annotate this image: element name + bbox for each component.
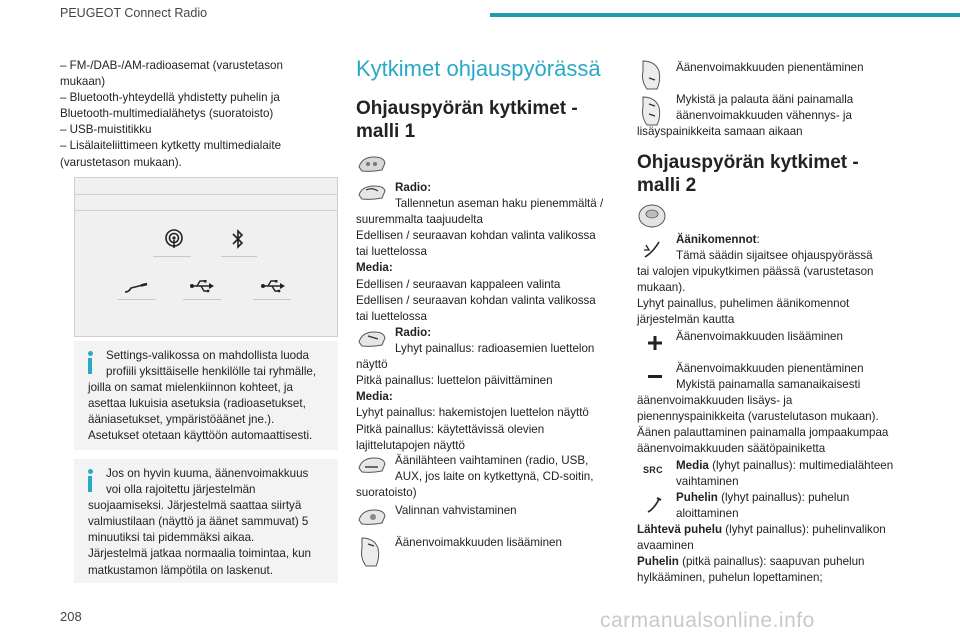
text-line: Edellisen / seuraavan kappaleen valinta <box>356 277 561 291</box>
icon-underline <box>183 299 221 300</box>
label-media: Media: <box>356 390 393 404</box>
text-line: järjestelmän kautta <box>637 313 735 327</box>
icon-underline <box>153 256 191 257</box>
text-line: pienennyspainikkeita (varustelutason mukaan). <box>637 410 879 424</box>
list-line: mukaan) <box>60 75 106 89</box>
label-outgoing: Lähtevä puhelu <box>637 523 723 537</box>
note-line: asettaa lukuisia asetuksia (radioasetukset, <box>88 397 306 411</box>
text-span: (pitkä painallus): saapuvan puhelun <box>678 555 865 569</box>
text-line <box>637 554 886 570</box>
running-header: PEUGEOT Connect Radio <box>60 6 208 20</box>
note-line: joilla on samat mielenkiinnon kohteet, ja <box>88 381 293 395</box>
text-line <box>637 490 886 506</box>
heading-line: Ohjauspyörän kytkimet - <box>637 152 859 173</box>
label-voice: Äänikomennot <box>676 233 757 246</box>
phone-block <box>637 490 886 587</box>
note-line: Jos on hyvin kuuma, äänenvoimakkuus <box>106 467 309 480</box>
page-number: 208 <box>60 609 82 624</box>
text-line: aloittaminen <box>676 507 739 521</box>
list-line: – FM-/DAB-/AM-radioasemat (varustetason <box>60 59 283 72</box>
label-phone: Puhelin <box>676 491 718 504</box>
text-line: avaaminen <box>637 539 694 553</box>
model1-block-1 <box>356 180 603 325</box>
text-line: Edellisen / seuraavan kohdan valinta valikossa <box>356 229 596 243</box>
mute-text <box>637 92 853 140</box>
figure-second-bar <box>75 194 337 211</box>
confirm-text: Valinnan vahvistaminen <box>395 504 517 517</box>
text-span: (lyhyt painallus): puhelinvalikon <box>722 523 886 537</box>
section-title: Kytkimet ohjauspyörässä <box>356 56 601 81</box>
list-line: – Bluetooth-yhteydellä yhdistetty puhelin ja <box>60 91 280 105</box>
text-line: Lyhyt painallus: radioasemien luettelon <box>395 342 595 356</box>
colon: : <box>756 233 760 246</box>
note-line: matkustamon lämpötila on laskenut. <box>88 563 273 577</box>
text-span: (lyhyt painallus): multimedialähteen <box>708 459 894 472</box>
heading-line: malli 1 <box>356 121 416 142</box>
heading-model-1 <box>356 97 578 143</box>
figure-top-bar <box>75 178 337 195</box>
text-line: Mykistä ja palauta ääni painamalla <box>676 93 854 106</box>
text-line: Mykistä painamalla samanaikaisesti <box>676 378 861 392</box>
text-line: lisäyspainikkeita samaan aikaan <box>637 125 803 139</box>
text-line: Lyhyt painallus: hakemistojen luettelon näyttö <box>356 406 589 420</box>
note-line: Asetukset otetaan käyttöön automaattisesti. <box>88 429 313 443</box>
confirm-wheel-button-icon <box>356 505 388 529</box>
volume-down-text: Äänenvoimakkuuden pienentäminen <box>676 61 864 74</box>
text-line: äänenvoimakkuuden vähennys- ja <box>676 109 852 123</box>
text-line: Tämä säädin sijaitsee ohjauspyörässä <box>676 249 873 263</box>
bluetooth-icon <box>230 229 246 249</box>
model1-block-2 <box>356 325 594 454</box>
text-line: Äänen palauttaminen painamalla jompaakumpaa <box>637 426 889 440</box>
radio-icon <box>163 228 185 250</box>
volume-down-wheel-icon <box>637 58 665 92</box>
text-line: näyttö <box>356 358 388 372</box>
voice-command-block <box>637 232 874 329</box>
usb-icon <box>260 279 286 293</box>
plus-text: Äänenvoimakkuuden lisääminen <box>676 330 843 343</box>
note-line: minuutiksi tai pidemmäksi aikaa. <box>88 531 255 545</box>
list-line: – USB-muistitikku <box>60 123 152 137</box>
connection-sources-figure <box>74 177 338 337</box>
usb-icon <box>189 279 215 293</box>
text-line: AUX, jos laite on kytkettynä, CD-soitin, <box>395 470 594 484</box>
text-line: hylkääminen, puhelun lopettaminen; <box>637 571 823 585</box>
icon-underline <box>221 256 257 257</box>
label-media: Media <box>676 459 709 472</box>
minus-block <box>637 361 888 458</box>
text-line: lajittelutapojen näyttö <box>356 438 465 452</box>
plus-icon <box>648 336 662 350</box>
text-line <box>637 522 886 538</box>
steering-controls-icon <box>356 153 388 175</box>
info-note-profiles <box>74 341 338 450</box>
text-line: Edellisen / seuraavan kohdan valinta valikossa <box>356 293 596 307</box>
text-span: (lyhyt painallus): puhelun <box>717 491 850 504</box>
aux-cable-icon <box>123 279 149 295</box>
list-line: – Lisälaiteliittimeen kytketty multimedialaite <box>60 139 282 153</box>
note-line: Settings-valikossa on mahdollista luoda <box>106 349 310 362</box>
source-list <box>60 58 283 171</box>
note-line: suojaamiseksi. Järjestelmä saattaa siirtyä <box>88 499 302 513</box>
text-line <box>676 458 893 474</box>
text-line: suoratoisto) <box>356 486 417 500</box>
label-media: Media: <box>356 261 393 275</box>
list-line: Bluetooth-multimedialähetys (suoratoisto) <box>60 107 274 121</box>
heading-model-2 <box>637 151 859 197</box>
text-line: Pitkä painallus: käytettävissä olevien <box>356 422 545 436</box>
text-line: Lyhyt painallus, puhelimen äänikomennot <box>637 297 850 311</box>
steering-wheel-icon <box>637 203 667 229</box>
text-line: äänenvoimakkuuden säätöpainiketta <box>637 442 826 456</box>
model1-block-3 <box>356 453 593 501</box>
watermark: carmanualsonline.info <box>600 609 815 632</box>
text-line: suuremmalta taajuudelta <box>356 213 483 227</box>
note-line: valmiustilaan (näyttö ja äänet sammuvat) 5 <box>88 515 309 529</box>
label-radio: Radio: <box>395 326 432 339</box>
note-line: profiili yksittäiselle henkilölle tai ryhmälle, <box>106 365 317 379</box>
info-note-heat <box>74 459 338 583</box>
src-label: SRC <box>643 465 663 475</box>
note-line: Järjestelmä jatkaa normaalia toimintaa, kun <box>88 547 311 561</box>
note-line: ääniasetukset, ympäristöäänet jne.). <box>88 413 275 427</box>
text-line: Äänilähteen vaihtaminen (radio, USB, <box>395 454 589 467</box>
label-incoming: Puhelin <box>637 555 679 569</box>
text-line: Pitkä painallus: luettelon päivittäminen <box>356 374 553 388</box>
text-line: mukaan). <box>637 281 686 295</box>
icon-underline <box>253 299 291 300</box>
label-radio: Radio: <box>395 181 432 194</box>
text-line: Äänenvoimakkuuden pienentäminen <box>676 362 864 375</box>
text-line: vaihtaminen <box>676 475 739 489</box>
heading-line: Ohjauspyörän kytkimet - <box>356 98 578 119</box>
text-line: tai luettelossa <box>356 309 427 323</box>
list-line: (varustetason mukaan). <box>60 155 182 169</box>
volume-up-text: Äänenvoimakkuuden lisääminen <box>395 536 562 549</box>
text-line <box>637 232 874 248</box>
note-line: voi olla rajoitettu järjestelmän <box>106 483 256 497</box>
icon-underline <box>118 299 156 300</box>
volume-up-wheel-icon <box>356 534 384 570</box>
src-block <box>676 458 893 490</box>
text-line: tai luettelossa <box>356 245 427 259</box>
heading-line: malli 2 <box>637 175 697 196</box>
text-line: tai valojen vipukytkimen päässä (varustetason <box>637 265 874 279</box>
header-rule <box>490 13 960 17</box>
text-line: Tallennetun aseman haku pienemmältä / <box>395 197 604 211</box>
text-line: äänenvoimakkuuden lisäys- ja <box>637 394 793 408</box>
